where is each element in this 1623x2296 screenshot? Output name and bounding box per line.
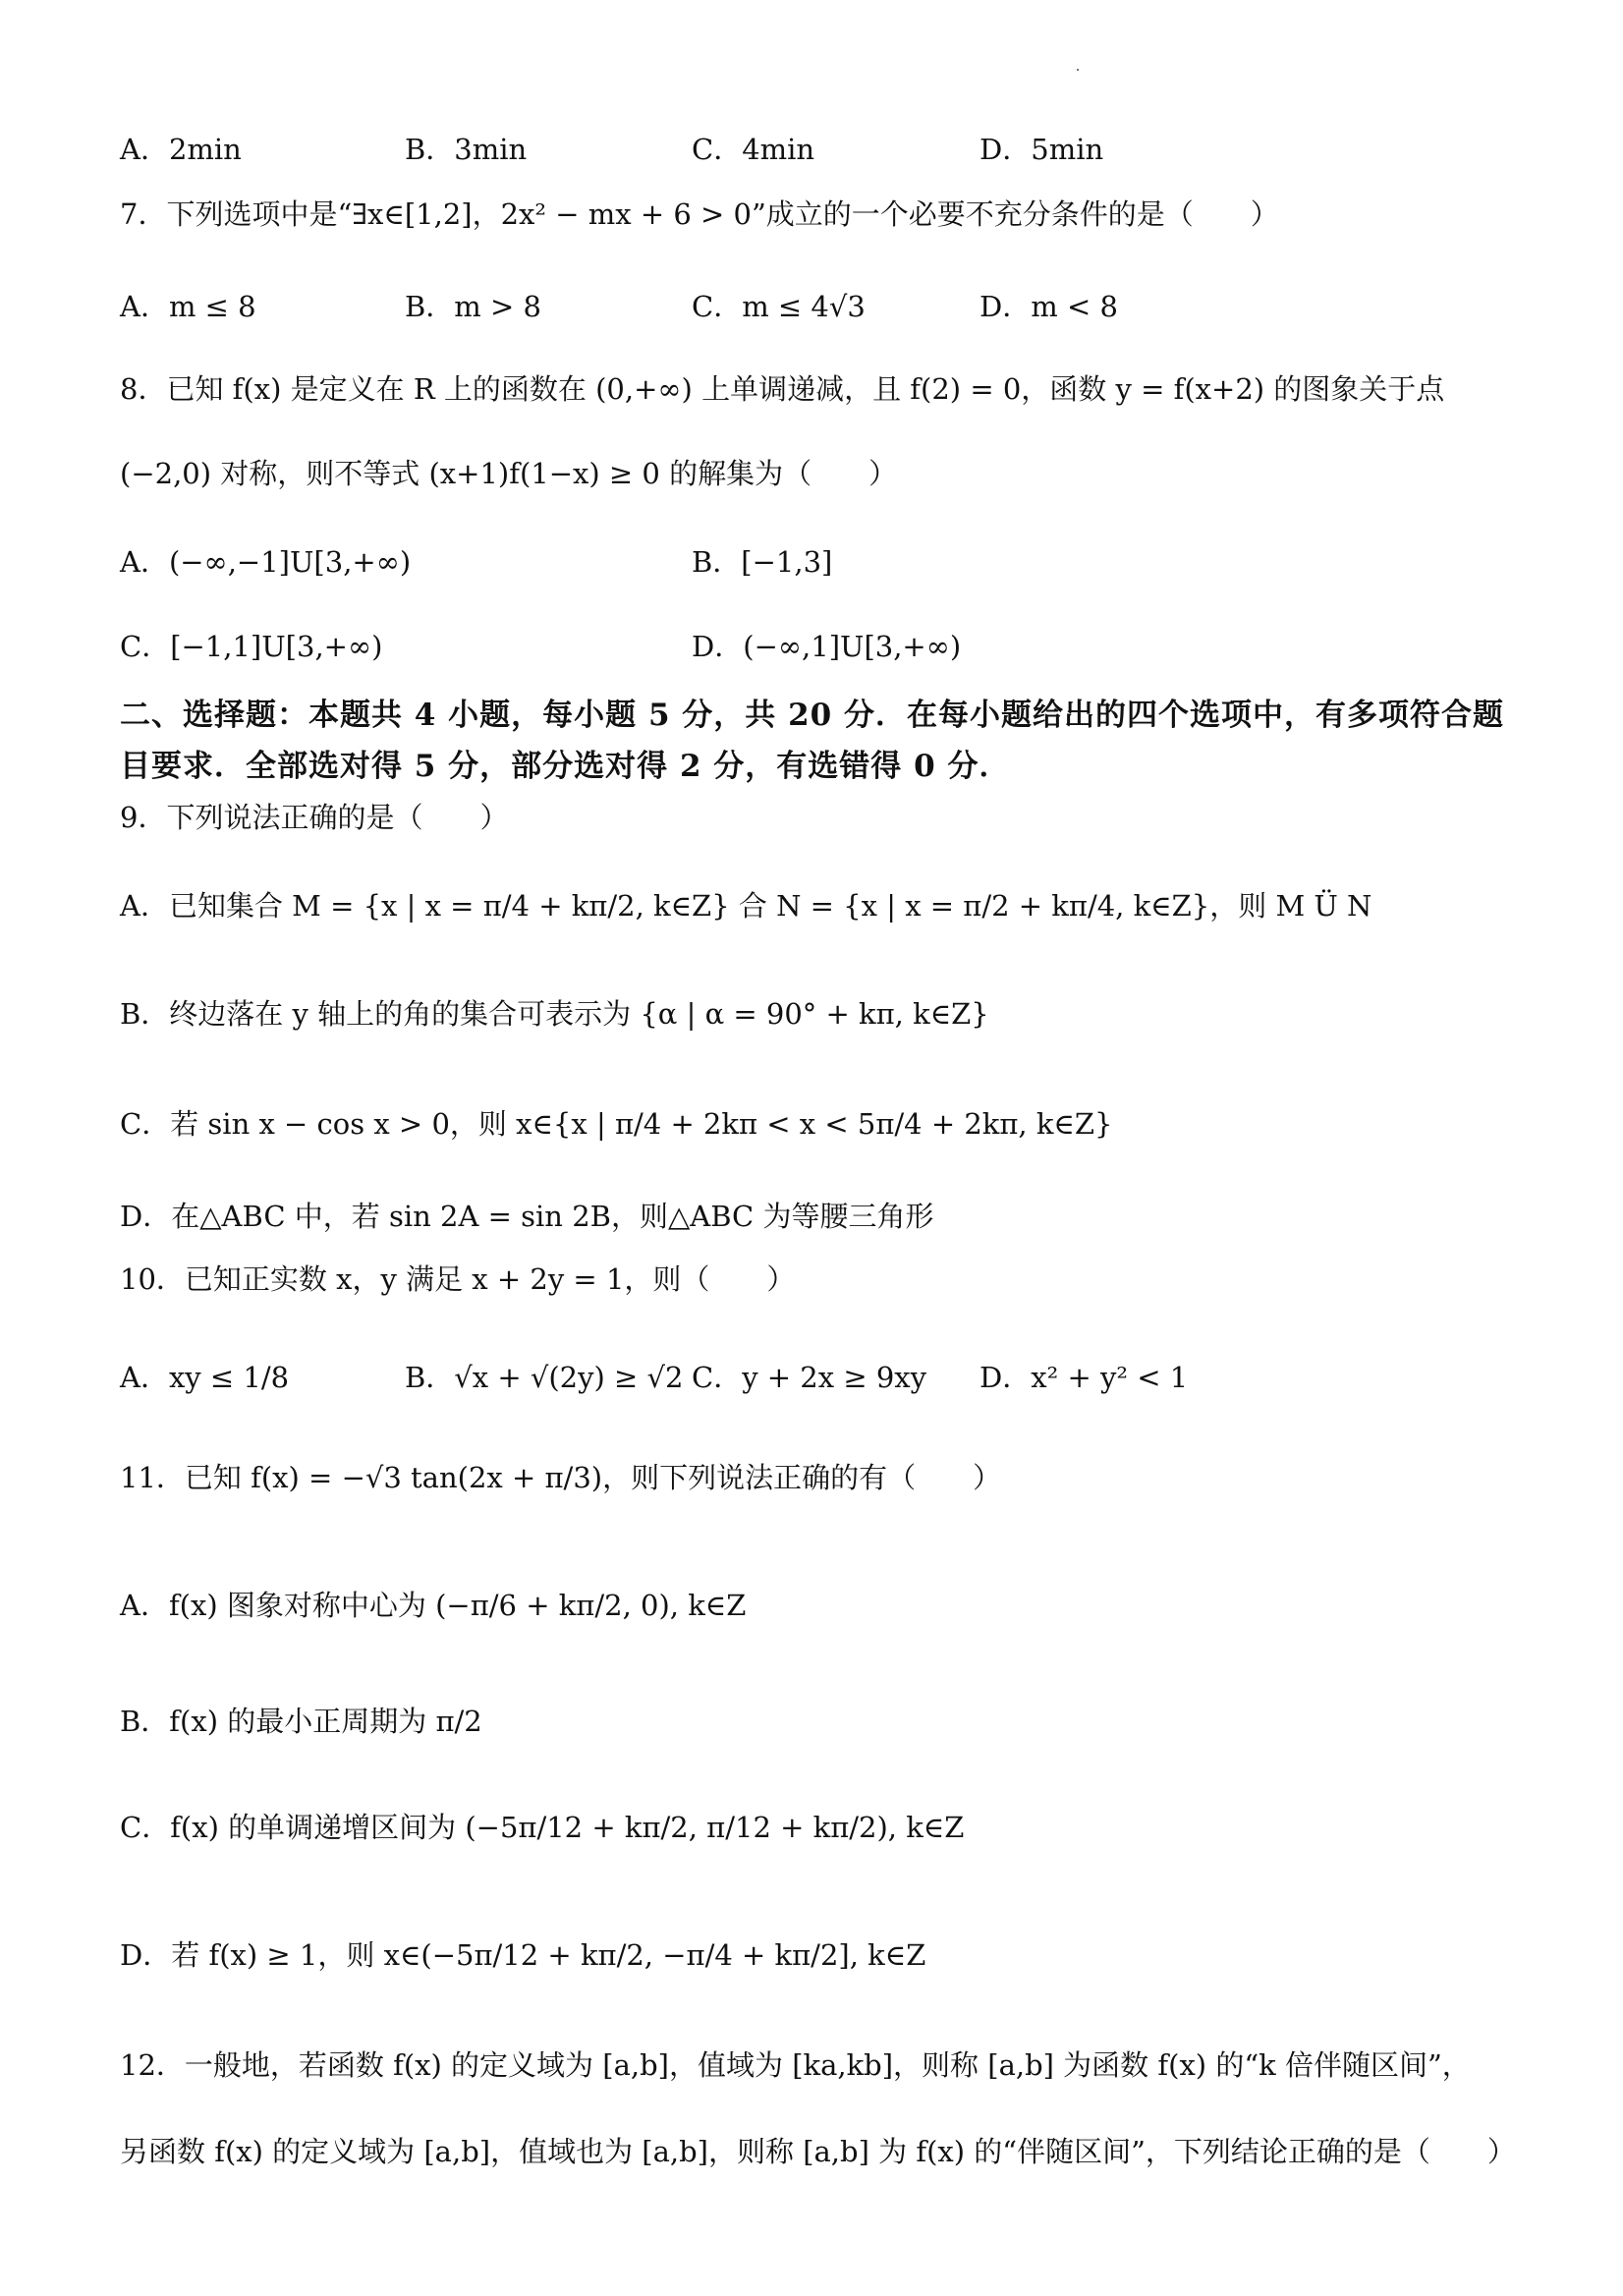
q8-option-a: A．(−∞,−1]U[3,+∞) [120, 545, 412, 579]
q11-option-d: D．若 f(x) ≥ 1，则 x∈(−5π/12 + kπ/2, −π/4 + kπ/2], k∈Z [120, 1938, 926, 1972]
q11-option-c: C．f(x) 的单调递增区间为 (−5π/12 + kπ/2, π/12 + kπ/2), k∈Z [120, 1811, 965, 1844]
section2-heading-line2: 目要求．全部选对得 5 分，部分选对得 2 分，有选错得 0 分． [120, 749, 1011, 784]
q9-option-b: B．终边落在 y 轴上的角的集合可表示为 {α | α = 90° + kπ, k∈Z} [120, 997, 989, 1031]
q10-option-d: D．x² + y² < 1 [979, 1361, 1189, 1394]
q8-option-d: D．(−∞,1]U[3,+∞) [692, 630, 962, 663]
q10-option-c: C．y + 2x ≥ 9xy [692, 1361, 927, 1394]
q8-stem-line2: (−2,0) 对称，则不等式 (x+1)f(1−x) ≥ 0 的解集为（ ） [120, 457, 898, 490]
q11-option-b: B．f(x) 的最小正周期为 π/2 [120, 1705, 482, 1738]
q6-option-b: B．3min [405, 133, 528, 166]
q8-option-b: B．[−1,3] [692, 545, 833, 579]
q10-stem: 10．已知正实数 x，y 满足 x + 2y = 1，则（ ） [120, 1262, 796, 1296]
q10-option-b: B．√x + √(2y) ≥ √2 [405, 1361, 684, 1394]
q7-option-b: B．m > 8 [405, 290, 541, 323]
q11-option-a: A．f(x) 图象对称中心为 (−π/6 + kπ/2, 0), k∈Z [120, 1589, 747, 1622]
q11-stem: 11．已知 f(x) = −√3 tan(2x + π/3)，则下列说法正确的有（ ） [120, 1461, 1002, 1494]
q9-stem: 9．下列说法正确的是（ ） [120, 801, 509, 834]
q9-option-c: C．若 sin x − cos x > 0，则 x∈{x | π/4 + 2kπ < x < 5π/4 + 2kπ, k∈Z} [120, 1107, 1113, 1141]
q12-stem-line1: 12．一般地，若函数 f(x) 的定义域为 [a,b]，值域为 [ka,kb]，则称 [a,b] 为函数 f(x) 的“k 倍伴随区间”， [120, 2048, 1471, 2082]
q12-stem-line2: 另函数 f(x) 的定义域为 [a,b]，值域也为 [a,b]，则称 [a,b] 为 f(x) 的“伴随区间”，下列结论正确的是（ ） [120, 2135, 1516, 2168]
q8-stem-line1: 8．已知 f(x) 是定义在 R 上的函数在 (0,+∞) 上单调递减，且 f(2) = 0，函数 y = f(x+2) 的图象关于点 [120, 372, 1445, 406]
q6-option-c: C．4min [692, 133, 815, 166]
q8-option-c: C．[−1,1]U[3,+∞) [120, 630, 383, 663]
q7-option-a: A．m ≤ 8 [120, 290, 256, 323]
q7-option-d: D．m < 8 [979, 290, 1118, 323]
q7-option-c: C．m ≤ 4√3 [692, 290, 866, 323]
scan-dot [1077, 69, 1079, 71]
q7-stem: 7．下列选项中是“∃x∈[1,2]，2x² − mx + 6 > 0”成立的一个必要不充分条件的是（ ） [120, 197, 1279, 231]
q10-option-a: A．xy ≤ 1/8 [120, 1361, 290, 1394]
section2-heading-line1: 二、选择题：本题共 4 小题，每小题 5 分，共 20 分．在每小题给出的四个选项中，有多项符合题 [120, 698, 1505, 733]
q9-option-d: D．在△ABC 中，若 sin 2A = sin 2B，则△ABC 为等腰三角形 [120, 1200, 934, 1233]
q6-option-d: D．5min [979, 133, 1104, 166]
q6-option-a: A．2min [120, 133, 242, 166]
q9-option-a: A．已知集合 M = {x | x = π/4 + kπ/2, k∈Z} 合 N = {x | x = π/2 + kπ/4, k∈Z}，则 M Ü N [120, 889, 1372, 923]
